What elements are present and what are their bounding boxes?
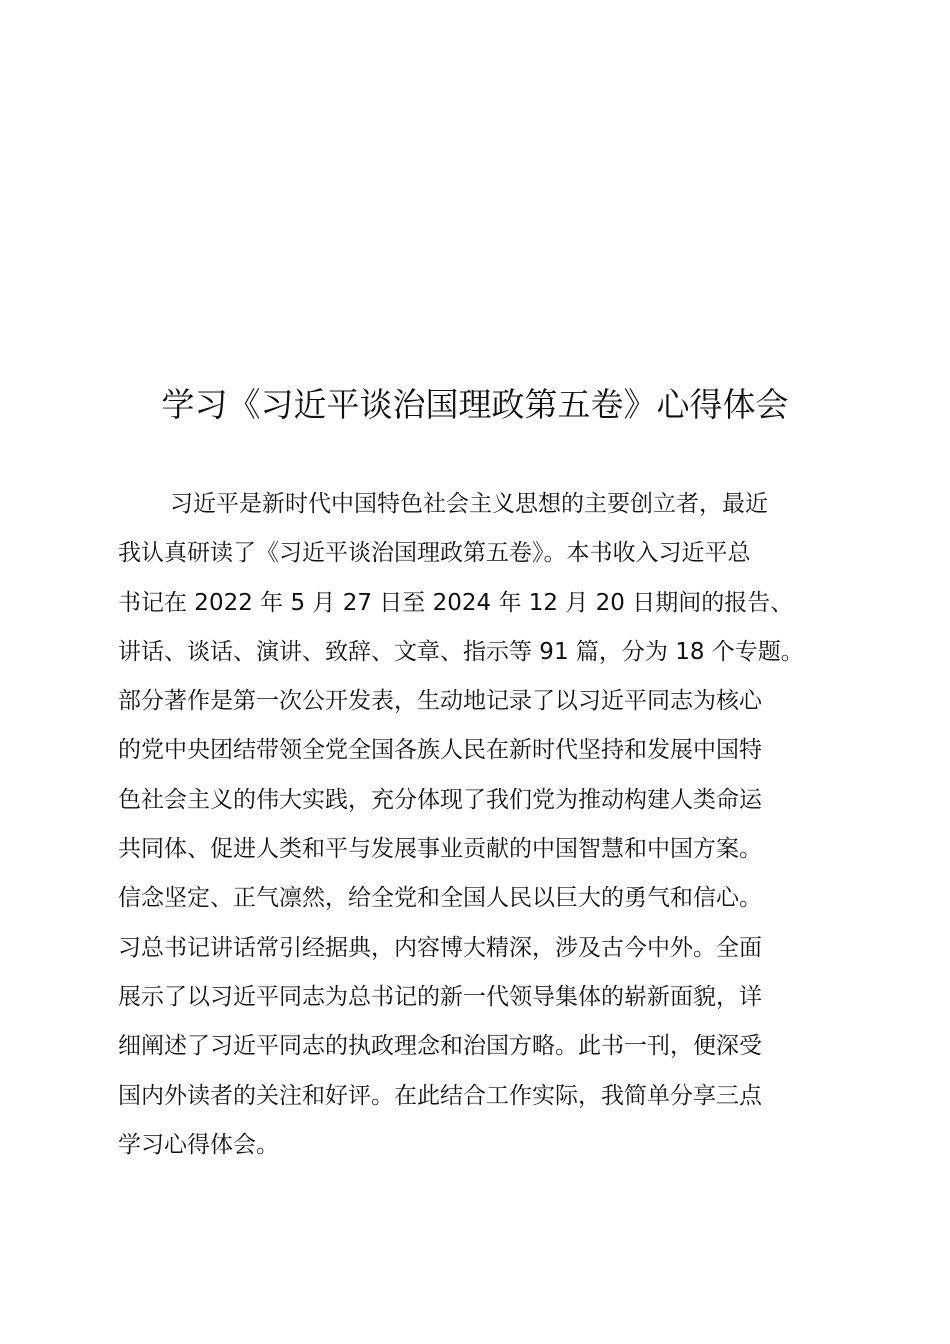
body-paragraph (118, 480, 878, 1170)
paragraph-line: 部分著作是第一次公开发表，生动地记录了以习近平同志为核心 (118, 688, 762, 715)
paragraph-line: 习近平是新时代中国特色社会主义思想的主要创立者，最近 (170, 491, 768, 517)
paragraph-line: 细阐述了习近平同志的执政理念和治国方略。此书一刊，便深受 (118, 1033, 762, 1060)
paragraph-line: 国内外读者的关注和好评。在此结合工作实际，我简单分享三点 (118, 1082, 762, 1109)
paragraph-line: 共同体、促进人类和平与发展事业贡献的中国智慧和中国方案。 (118, 836, 762, 863)
paragraph-line: 的党中央团结带领全党全国各族人民在新时代坚持和发展中国特 (118, 737, 762, 764)
paragraph-line: 展示了以习近平同志为总书记的新一代领导集体的崭新面貌，详 (118, 983, 762, 1010)
paragraph-line: 书记在 2022 年 5 月 27 日至 2024 年 12 月 20 日期间的报告、 (118, 589, 794, 616)
paragraph-line: 信念坚定、正气凛然，给全党和全国人民以巨大的勇气和信心。 (118, 885, 762, 912)
paragraph-line: 学习心得体会。 (118, 1131, 279, 1158)
paragraph-line: 讲话、谈话、演讲、致辞、文章、指示等 91 篇，分为 18 个专题。 (118, 638, 804, 665)
paragraph-line: 色社会主义的伟大实践，充分体现了我们党为推动构建人类命运 (118, 786, 762, 813)
document-title: 学习《习近平谈治国理政第五卷》心得体会 (161, 385, 789, 424)
paragraph-line: 我认真研读了《习近平谈治国理政第五卷》。本书收入习近平总 (118, 540, 751, 567)
paragraph-line: 习总书记讲话常引经据典，内容博大精深，涉及古今中外。全面 (118, 934, 762, 961)
